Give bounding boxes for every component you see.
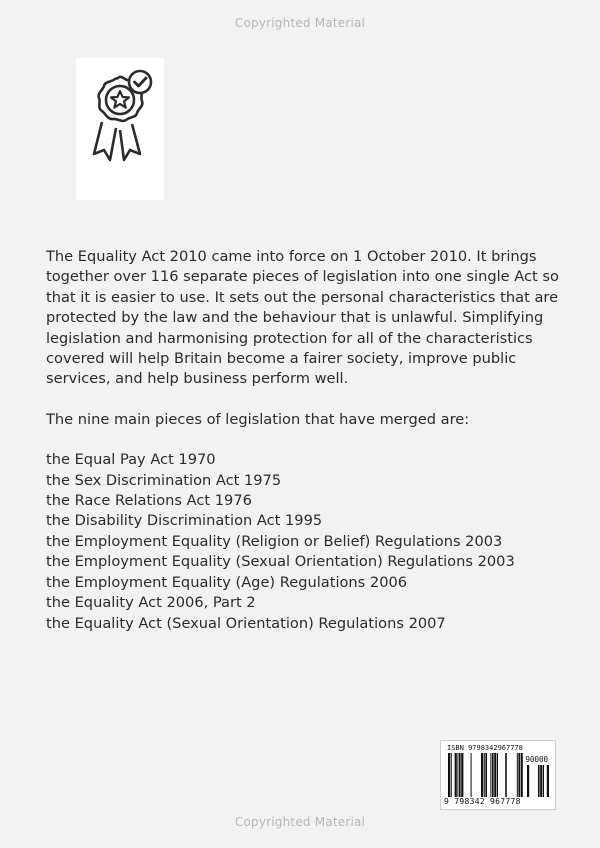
list-item: the Equality Act (Sexual Orientation) Regulations 2007 [46, 614, 446, 632]
list-item: the Race Relations Act 1976 [46, 492, 252, 510]
isbn-label: ISBN 9798342967778 [447, 744, 523, 752]
list-item: the Equal Pay Act 1970 [46, 451, 216, 469]
barcode-addon-bars [527, 765, 549, 797]
watermark-bottom: Copyrighted Material [234, 815, 366, 829]
isbn-barcode [440, 740, 556, 810]
list-item: the Disability Discrimination Act 1995 [46, 512, 323, 530]
barcode-digits: 9 798342 967778 [444, 797, 521, 806]
list-intro-paragraph: The nine main pieces of legislation that have merged are: [46, 410, 470, 428]
list-item: the Employment Equality (Religion or Belief) Regulations 2003 [46, 532, 503, 550]
back-cover-text [46, 247, 566, 634]
list-item: the Employment Equality (Age) Regulations 2006 [46, 573, 408, 591]
barcode-addon-code: 90000 [525, 755, 548, 764]
list-item: the Equality Act 2006, Part 2 [46, 594, 256, 612]
list-item: the Employment Equality (Sexual Orientation) Regulations 2003 [46, 553, 515, 571]
intro-paragraph: The Equality Act 2010 came into force on 1 October 2010. It brings together over 116 separate pieces of legislation into one single Act so that it is easier to use. It sets out the personal characteristics that are protected by the law and the behaviour that is unlawful. Simplifying legislation and harmonising protection for all of the characteristics covered will help Britain become a fairer society, improve public services, and help business perform well. [46, 248, 559, 388]
legislation-list [46, 450, 566, 634]
barcode-bars [448, 753, 524, 797]
list-item: the Sex Discrimination Act 1975 [46, 471, 282, 489]
badge-panel [76, 58, 164, 200]
watermark-top: Copyrighted Material [234, 16, 366, 30]
award-rosette-check-icon [80, 64, 160, 174]
